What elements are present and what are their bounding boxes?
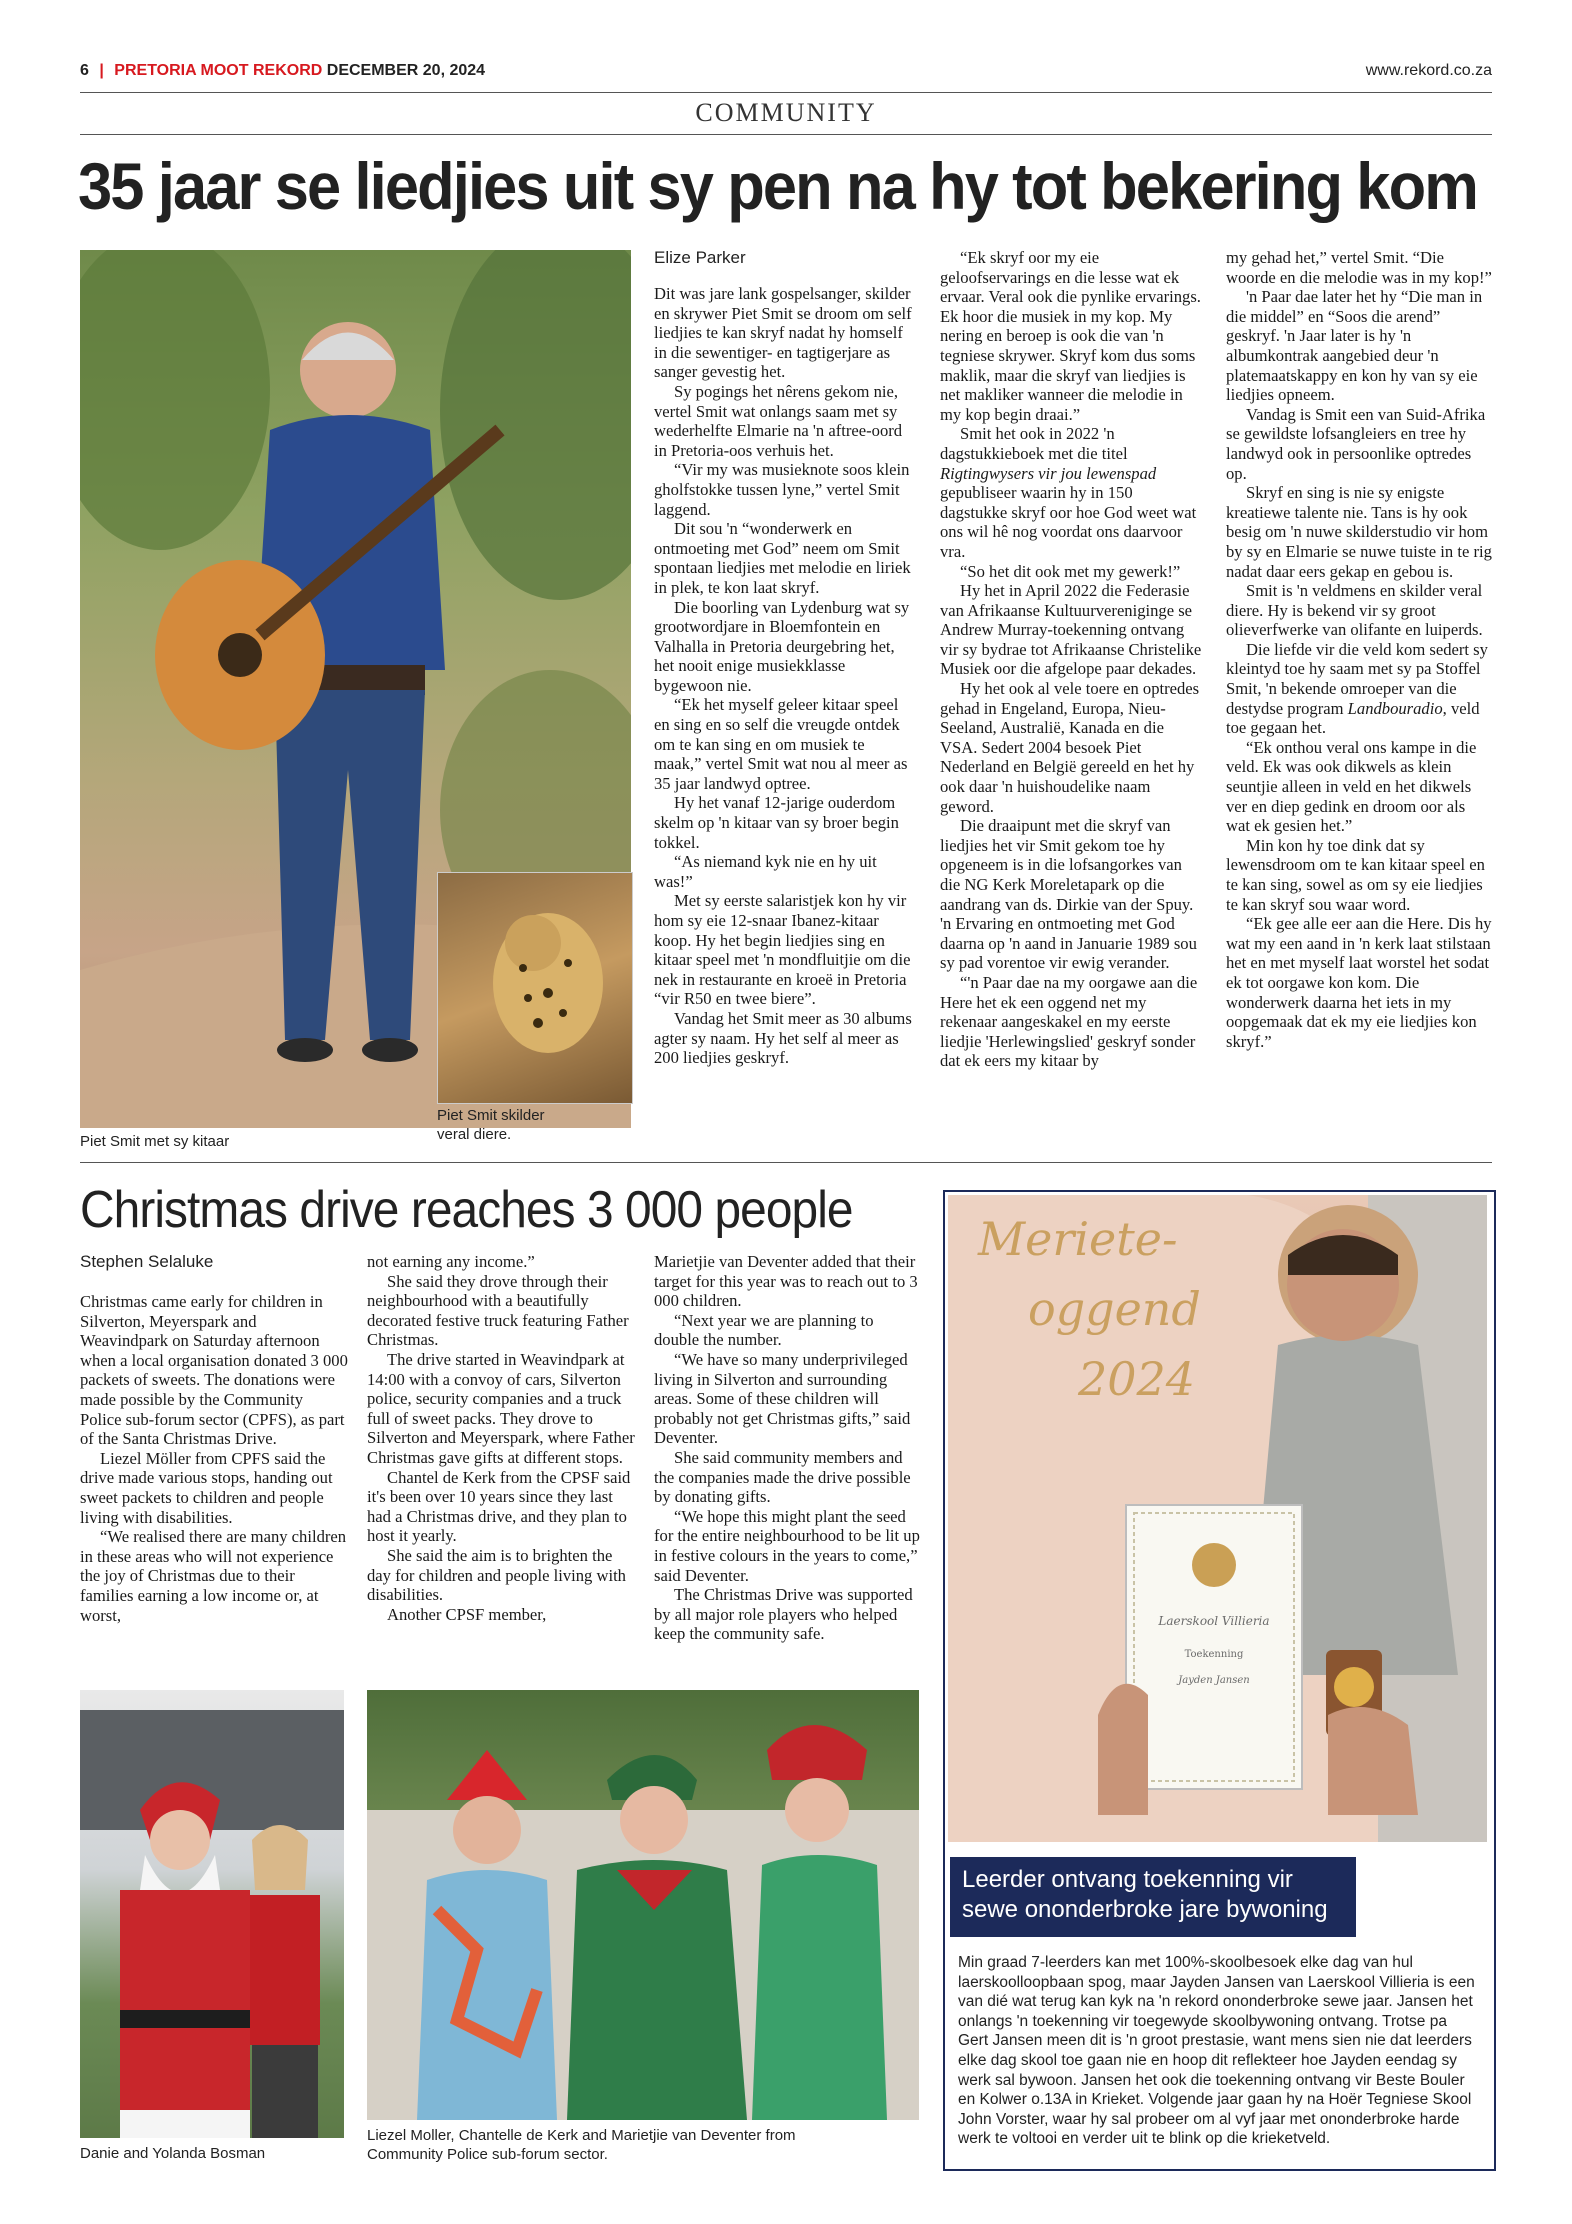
santa-illustration [80,1690,344,2138]
story1-paragraph: “Vir my was musieknote soos klein gholfstokke tussen lyne,” vertel Smit laggend. [654,460,910,519]
story2-column-1 [80,1292,348,1625]
award-illustration [948,1195,1487,1842]
story1-byline: Elize Parker [654,248,746,267]
story1-paragraph: Min kon hy toe dink dat sy lewensdroom om te kan kitaar speel en te kan sing, sowel as om sy eie liedjies te kan skryf sou waar word. [1226,835,1485,914]
story2-column-3 [654,1252,922,1644]
story1-paragraph: Skryf en sing is nie sy enigste kreatiewe talente nie. Tans is hy ook besig om 'n nuwe skilderstudio vir hom by sy en Elmarie se nuwe tuiste in te rig nadat daar eers gekap en gebou is. [1226,483,1492,581]
story1-text: Smit het ook in 2022 'n dagstukkieboek met die titel [940,424,1128,463]
story1-paragraph: “As niemand kyk nie en hy uit was!” [654,852,877,891]
story1-paragraph: my gehad het,” vertel Smit. “Die woorde en die melodie was in my kop!” [1226,248,1492,287]
story2-paragraph: Liezel Möller from CPFS said the drive made various stops, handing out sweet packets to children and people living with disabilities. [80,1448,333,1527]
story2-byline: Stephen Selaluke [80,1252,214,1271]
award-body-text: Min graad 7-leerders kan met 100%-skoolbesoek elke dag van hul laerskoolloopbaan spog, maar Jayden Jansen van Laerskool Villieria is een van dié wat terug kan kyk na 'n rekord ononderbroke sewe jaar. Jansen het onlangs 'n toekenning vir toegewyde skoolbywoning ontvang. Trotse pa Gert Jansen meen dit is 'n groot prestasie, want mens sien nie dat leerders elke dag skool toe gaan nie en hoop dit reflekteer hoe Jayden eendag sy werk sal bywoon. Jansen het ook die toekenning ontvang vir Beste Bouler en Kolwer o.13A in Krieket. Volgende jaar gaan hy na Hoër Tegniese Skool John Vorster, waar hy sal probeer om al vyf jaar met ononderbroke harde werk te voltooi en verder uit te blink op die krieketveld. [958,1954,1475,2148]
story1-paragraph: Hy het vanaf 12-jarige ouderdom skelm op 'n kitaar van sy broer begin tokkel. [654,793,899,852]
story1-paragraph: Hy het ook al vele toere en optredes gehad in Engeland, Europa, Nieu-Seeland, Australië, Kanada en die VSA. Sedert 2004 besoek Piet Nederland en België gereeld en het hy ook daar 'n huishoudelike naam geword. [940,679,1200,816]
story1-paragraph [940,424,1202,561]
award-headline [950,1857,1356,1937]
story2-paragraph: She said they drove through their neighbourhood with a beautifully decorated festive truck featuring Father Christmas. [367,1271,629,1350]
story1-text: gepubliseer waarin hy in 150 dagstukke skryf oor hoe God weet wat ons wil hê nog voordat ons daarvoor vra. [940,483,1197,561]
leopard-caption-line2: veral diere. [437,1126,512,1143]
story1-paragraph: “Ek gee alle eer aan die Here. Dis hy wat my een aand in 'n kerk laat stilstaan het en met myself laat worstel het sodat ek tot oorgawe kon kom. Die wonderwerk daarna het iets in my oopgemaak dat ek my eie liedjies kon skryf.” [1226,914,1492,1051]
award-photo [948,1195,1487,1842]
story1-column-2 [940,248,1202,1071]
story1-paragraph: Vandag het Smit meer as 30 albums agter sy naam. Hy het self al meer as 200 liedjies geskryf. [654,1008,912,1068]
story1-paragraph: Hy het in April 2022 die Federasie van Afrikaanse Kultuurvereniginge se Andrew Murray-toekenning ontvang vir sy bydrae tot Afrikaanse Christelike Musiek oor die afgelope paar dekades. [940,581,1202,679]
story1-column-3 [1226,248,1492,1051]
santa-photo [80,1690,344,2138]
folio-separator: | [99,62,104,79]
story1-paragraph: Die draaipunt met die skryf van liedjies het vir Smit gekom toe hy opgeneem is in die lofsangorkes van die NG Kerk Moreletapark op die aandrang van ds. Dirkie van der Spuy. 'n Ervaring en ontmoeting met God daarna op 'n aand in Januarie 1989 sou sy pad vorentoe vir ewig verander. [940,816,1197,973]
story2-paragraph: not earning any income.” [367,1252,535,1271]
women-illustration [367,1690,919,2120]
story1-paragraph: “Ek het myself geleer kitaar speel en sing en so self die vreugde ontdek om te kan sing en om musiek te maak,” vertel Smit wat nou al meer as 35 jaar landwyd optree. [654,695,908,793]
story2-paragraph: She said community members and the companies made the drive possible by donating gifts. [654,1447,911,1507]
wall-text-line1: Meriete- [978,1212,1178,1266]
section-rule [80,134,1492,135]
certificate-school: Laerskool Villieria [1158,1614,1270,1628]
certificate-title: Toekenning [1184,1649,1244,1660]
women-caption-line1: Liezel Moller, Chantelle de Kerk and Marietjie van Deventer from [367,2127,796,2144]
issue-date: DECEMBER 20, 2024 [326,62,486,79]
programme-title: Landbouradio [1347,698,1443,718]
story1-text: , veld toe gegaan het. [1226,698,1480,738]
header-rule [80,92,1492,93]
page-folio [80,62,485,80]
wall-text-line2: oggend [1028,1282,1201,1336]
story2-paragraph: “We hope this might plant the seed for the entire neighbourhood to be lit up in festive colours in the years to come,” said Deventer. [654,1506,920,1585]
story-divider [80,1162,1492,1163]
story2-paragraph: She said the aim is to brighten the day for children and people living with disabilities. [367,1545,626,1605]
page-number: 6 [80,62,89,79]
story1-paragraph: “Ek skryf oor my eie geloofservarings en die lesse wat ek ervaar. Veral ook die pynlike ervarings. Ek hoor die musiek in my kop. My nering en beroep is ook die van 'n tegniese skrywer. Skryf kom dus soms maklik, maar die skryf van liedjies is net makliker wanneer die melodie in my kop begin draai.” [940,248,1201,424]
story2-paragraph: Chantel de Kerk from the CPSF said it's been over 10 years since they last had a Christmas drive, and they plan to host it yearly. [367,1467,631,1546]
story1-paragraph: Die boorling van Lydenburg wat sy grootwordjare in Bloemfontein en Valhalla in Pretoria deurgebring het, het nooit enige musiekklasse bygewoon nie. [654,597,910,695]
story2-headline: Christmas drive reaches 3 000 people [80,1181,853,1239]
story1-paragraph: Vandag is Smit een van Suid-Afrika se gewildste lofsangleiers en tree hy landwyd ook in persoonlike optredes op. [1226,404,1486,483]
story1-paragraph: 'n Paar dae later het hy “Die man in die middel” en “Soos die arend” geskryf. 'n Jaar later is hy 'n albumkontrak aangebied deur 'n platemaatskappy en kon hy van sy eie liedjies opneem. [1226,287,1483,405]
story1-paragraph: Dit was jare lank gospelsanger, skilder en skrywer Piet Smit se droom om self liedjies te kan skryf nadat hy homself in die sewentiger- en tagtigerjare as sanger gevestig het. [654,284,912,382]
book-title: Rigtingwysers vir jou lewenspad [940,463,1157,483]
story2-paragraph: The Christmas Drive was supported by all major role players who helped keep the community safe. [654,1585,913,1644]
story1-paragraph: “Ek onthou veral ons kampe in die veld. Ek was ook dikwels as klein seuntjie alleen in veld en het dikwels ver en diep gedink en droom oor als wat ek gesien het.” [1226,737,1477,836]
wall-text-line3: 2024 [1078,1352,1196,1406]
women-photo-caption [367,2126,796,2164]
story1-paragraph: Sy pogings het nêrens gekom nie, vertel Smit wat onlangs saam met sy wederhelfte Elmarie na 'n aftree-oord in Pretoria-oos verhuis het. [654,381,903,460]
certificate-name: Jayden Jansen [1178,1675,1250,1686]
story2-paragraph: Another CPSF member, [387,1604,547,1624]
story2-column-2 [367,1252,635,1624]
leopard-illustration [438,873,632,1103]
story2-paragraph: “Next year we are planning to double the number. [654,1310,874,1350]
story1-text: Die liefde vir die veld kom sedert sy kleintyd toe hy saam met sy pa Stoffel Smit, 'n bekende omroeper van die destydse program [1226,639,1488,718]
leopard-caption-line1: Piet Smit skilder [437,1107,545,1124]
story2-paragraph: The drive started in Weavindpark at 14:00 with a convoy of cars, Silverton police, security companies and a truck full of sweet packs. They drove to Silverton and Meyerspark, where Father Christmas gave gifts at different stops. [367,1349,635,1467]
story1-paragraph: Dit sou 'n “wonderwerk en ontmoeting met God” neem om Smit spontaan liedjies met melodie en liriek in plek, te kon laat skryf. [654,519,911,597]
women-photo [367,1690,919,2120]
award-headline-line1: Leerder ontvang toekenning vir [962,1866,1293,1893]
santa-photo-caption: Danie and Yolanda Bosman [80,2145,266,2162]
story1-column-1 [654,284,916,1068]
story1-paragraph [1226,640,1492,738]
story2-paragraph: “We realised there are many children in these areas who will not experience the joy of Christmas due to their families earning a low income or, at worst, [80,1527,347,1625]
main-photo-caption: Piet Smit met sy kitaar [80,1133,230,1150]
story2-paragraph: Christmas came early for children in Silverton, Meyerspark and Weavindpark on Saturday afternoon when a local organisation donated 3 000 packets of sweets. The donations were made possible by the Community Police sub-forum sector (CPFS), as part of the Santa Christmas Drive. [80,1292,348,1449]
section-title: COMMUNITY [695,98,877,127]
story1-paragraph: Smit is 'n veldmens en skilder veral diere. Hy is bekend vir sy groot olieverfwerke van olifante en luiperds. [1226,581,1483,640]
women-caption-line2: Community Police sub-forum sector. [367,2146,608,2163]
story1-headline: 35 jaar se liedjies uit sy pen na hy tot bekering kom [78,149,1477,223]
story1-paragraph: “'n Paar dae na my oorgawe aan die Here het ek een oggend net my rekenaar aangeskakel en my eerste liedjie 'Herlewingslied' geskryf sonder dat ek eers my kitaar by [940,972,1198,1071]
award-headline-line2: sewe ononderbroke jare bywoning [962,1896,1328,1923]
story2-paragraph: “We have so many underprivileged living in Silverton and surrounding areas. Some of these children will probably not get Christmas gifts,” said Deventer. [654,1349,911,1448]
story2-paragraph: Marietjie van Deventer added that their target for this year was to reach out to 3 000 children. [654,1252,918,1311]
website-link[interactable]: www.rekord.co.za [1365,62,1492,79]
leopard-caption [437,1106,545,1144]
publication-name: PRETORIA MOOT REKORD [114,62,323,79]
story1-paragraph: “So het dit ook met my gewerk!” [960,561,1181,581]
story1-paragraph: Met sy eerste salaristjek kon hy vir hom sy eie 12-snaar Ibanez-kitaar koop. Hy het begin liedjies sing en kitaar speel met 'n mondfluitjie om die nek in restaurante en kroeë in Pretoria “vir R50 en twee biere”. [654,891,911,1009]
leopard-painting-photo [437,872,633,1104]
